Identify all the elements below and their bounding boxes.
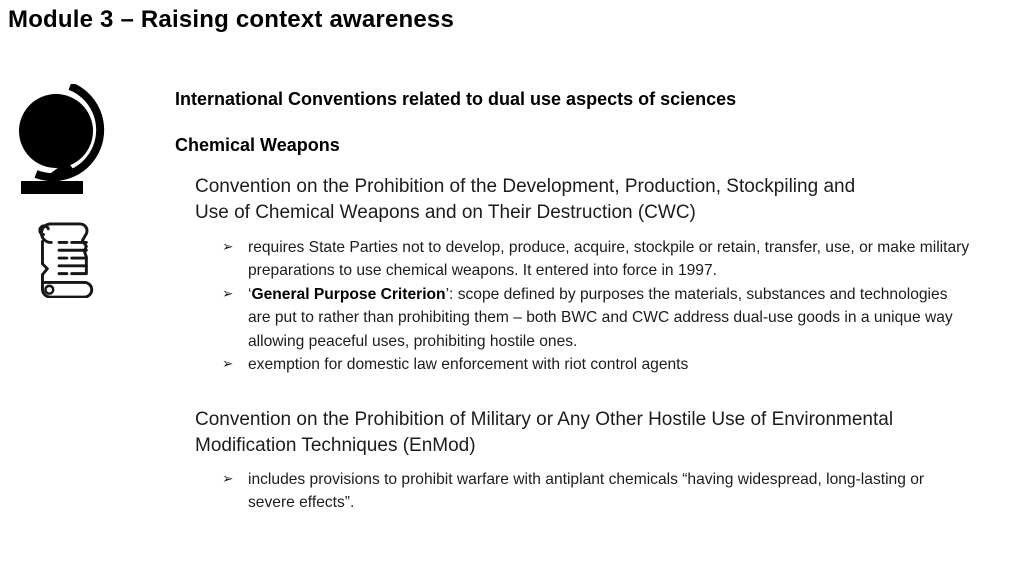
bullet-item xyxy=(222,283,974,353)
arrow-bullet-icon: ➢ xyxy=(222,356,234,373)
bullet-text-bold: General Purpose Criterion xyxy=(251,285,446,303)
arrow-bullet-icon: ➢ xyxy=(222,285,234,302)
enmod-bullet-list xyxy=(222,468,974,515)
section-heading: International Conventions related to dual use aspects of sciences xyxy=(175,89,737,109)
scroll-icon xyxy=(22,220,100,298)
arrow-bullet-icon: ➢ xyxy=(222,239,234,255)
cwc-convention-heading: Convention on the Prohibition of the Development, Production, Stockpiling and Use of Chemical Weapons and on Their Destruction (CWC) xyxy=(195,176,856,223)
bullet-item xyxy=(222,353,974,376)
arrow-bullet-icon: ➢ xyxy=(222,471,234,487)
bullet-text-prefix: ‘ xyxy=(248,285,252,303)
bullet-item xyxy=(222,468,974,515)
cwc-bullet-list xyxy=(222,236,974,376)
globe-icon xyxy=(13,84,110,198)
slide-title: Module 3 – Raising context awareness xyxy=(8,6,455,33)
bullet-text: exemption for domestic law enforcement with riot control agents xyxy=(248,356,689,374)
bullet-text-rest: ’: scope defined by purposes the materials, substances and technologies are put to rather than prohibiting them – both BWC and CWC address dual-use goods in a unique way allowing peaceful uses, prohibiting hostile ones. xyxy=(248,285,953,350)
bullet-text: requires State Parties not to develop, produce, acquire, stockpile or retain, transfer, use, or make military preparations to use chemical weapons. It entered into force in 1997. xyxy=(248,239,970,280)
bullet-text xyxy=(248,283,974,353)
bullet-item xyxy=(222,236,974,283)
bullet-text: includes provisions to prohibit warfare with antiplant chemicals “having widespread, long-lasting or severe effects”. xyxy=(248,471,925,512)
topic-heading: Chemical Weapons xyxy=(175,135,340,155)
enmod-convention-heading: Convention on the Prohibition of Military or Any Other Hostile Use of Environmental Modification Techniques (EnMod) xyxy=(195,409,894,456)
